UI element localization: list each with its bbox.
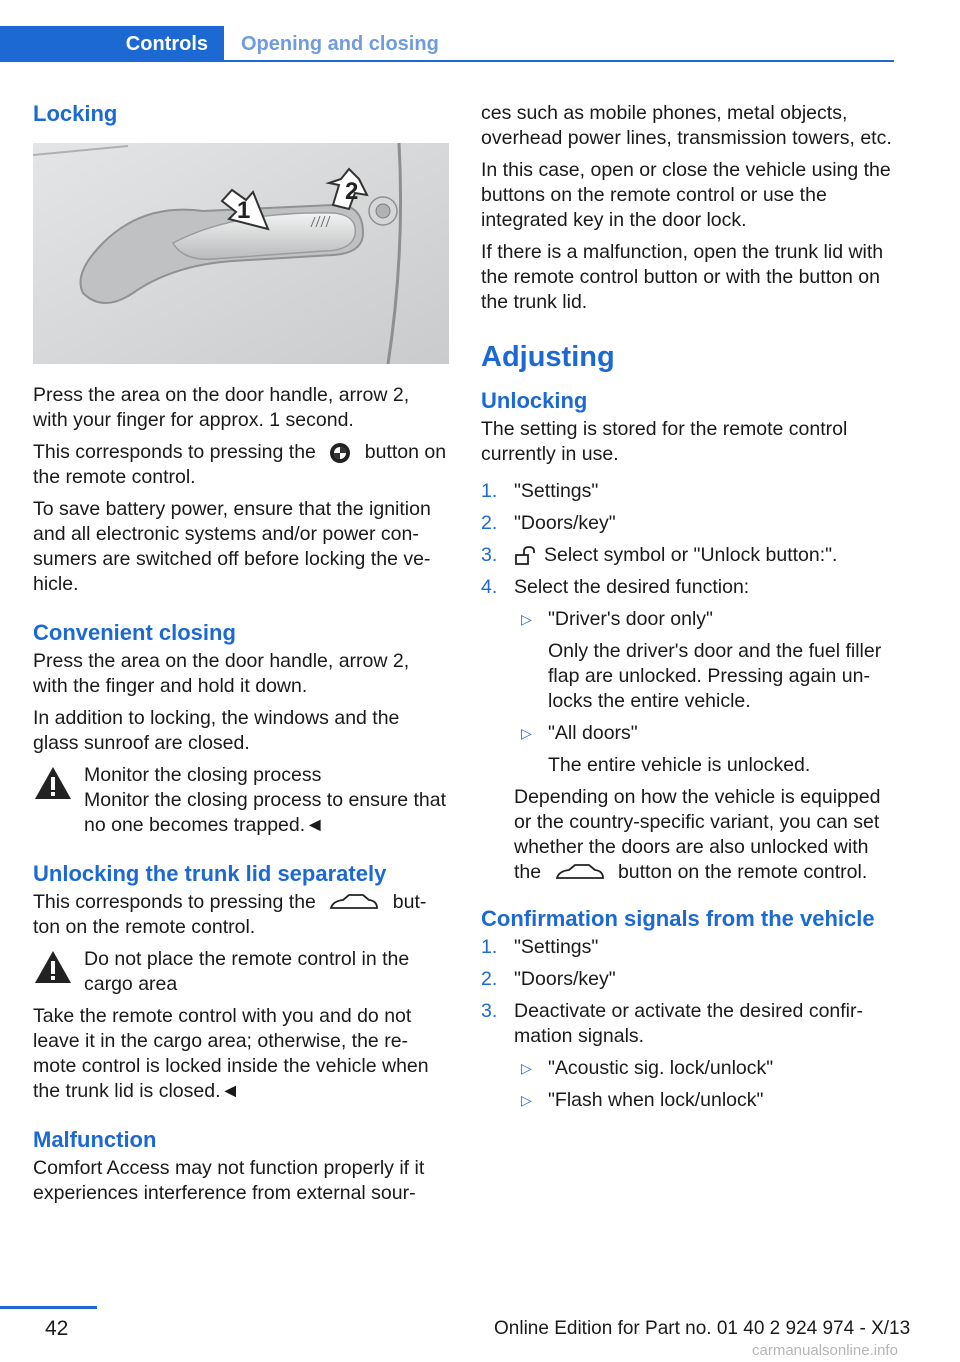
function-options bbox=[514, 607, 899, 778]
text-fragment: This corresponds to pressing the bbox=[33, 891, 316, 913]
triangle-bullet-icon: ▷ bbox=[521, 611, 532, 627]
list-item bbox=[481, 935, 899, 960]
right-column bbox=[481, 101, 899, 1120]
paragraph: To save battery power, ensure that the ignition and all electronic systems and/or power con-sumers are switched off before locking the ve-hicle. bbox=[33, 498, 431, 595]
paragraph bbox=[33, 890, 449, 940]
list-item bbox=[481, 967, 899, 992]
step-text: Select the desired function: bbox=[514, 576, 750, 598]
paragraph: In addition to locking, the windows and the glass sunroof are closed. bbox=[33, 707, 400, 754]
warning-note bbox=[33, 947, 449, 997]
option-title: "Driver's door only" bbox=[548, 608, 713, 630]
adjusting-heading: Adjusting bbox=[481, 341, 615, 373]
page-number: 42 bbox=[45, 1317, 69, 1340]
footer-rule bbox=[0, 1306, 97, 1309]
confirmation-steps bbox=[481, 935, 899, 1113]
edition-text: Online Edition for Part no. 01 40 2 924 974 - X/13 bbox=[494, 1318, 911, 1339]
malfunction-heading: Malfunction bbox=[33, 1127, 157, 1152]
paragraph: Comfort Access may not function properly if it experiences interference from external sour- bbox=[33, 1157, 425, 1204]
watermark: carmanualsonline.info bbox=[752, 1342, 898, 1359]
paragraph bbox=[514, 785, 899, 885]
list-item bbox=[481, 511, 899, 536]
step-number: 2. bbox=[481, 512, 498, 534]
step-text: "Doors/key" bbox=[514, 512, 616, 534]
photo-label-1: 1 bbox=[237, 197, 251, 224]
paragraph: The setting is stored for the remote control currently in use. bbox=[481, 418, 848, 465]
confirmation-signals-heading: Confirmation signals from the vehicle bbox=[481, 906, 875, 931]
paragraph: In this case, open or close the vehicle using the buttons on the remote control or use the integrated key in the door lock. bbox=[481, 159, 891, 231]
section-tab: Controls bbox=[0, 26, 224, 62]
option-text: The entire vehicle is unlocked. bbox=[548, 754, 811, 776]
paragraph: Press the area on the door handle, arrow 2, with the finger and hold it down. bbox=[33, 650, 410, 697]
locking-heading: Locking bbox=[33, 101, 118, 126]
list-item bbox=[514, 607, 899, 714]
bmw-logo-icon bbox=[329, 442, 351, 464]
step-text: "Doors/key" bbox=[514, 968, 616, 990]
step-number: 1. bbox=[481, 480, 498, 502]
paragraph: ces such as mobile phones, metal objects, overhead power lines, transmission towers, etc. bbox=[481, 102, 892, 149]
list-item bbox=[481, 543, 899, 568]
option-title: "Acoustic sig. lock/unlock" bbox=[548, 1057, 774, 1079]
warning-title: Monitor the closing process bbox=[84, 764, 322, 786]
signal-options bbox=[514, 1056, 899, 1113]
step-text: "Settings" bbox=[514, 936, 599, 958]
triangle-bullet-icon: ▷ bbox=[521, 725, 532, 741]
warning-icon bbox=[33, 949, 73, 985]
step-text: Deactivate or activate the desired confir-mation signals. bbox=[514, 1000, 864, 1047]
unlocking-heading: Unlocking bbox=[481, 388, 588, 413]
option-title: "Flash when lock/unlock" bbox=[548, 1089, 764, 1111]
paragraph bbox=[33, 788, 449, 838]
paragraph: Press the area on the door handle, arrow 2, with your finger for approx. 1 second. bbox=[33, 384, 410, 431]
paragraph: Take the remote control with you and do not leave it in the cargo area; otherwise, the re-mote control is locked inside the vehicle when the trunk lid is closed.◄ bbox=[33, 1005, 429, 1102]
unlocking-steps bbox=[481, 479, 899, 885]
warning-text: Monitor the closing process to ensure that no one becomes trapped.◄ bbox=[84, 789, 447, 836]
photo-label-2: 2 bbox=[345, 178, 359, 205]
step-number: 3. bbox=[481, 1000, 498, 1022]
car-trunk-icon bbox=[329, 893, 379, 913]
unlocking-trunk-heading: Unlocking the trunk lid separately bbox=[33, 861, 387, 886]
warning-note bbox=[33, 763, 449, 788]
text-fragment: This corresponds to pressing the bbox=[33, 441, 316, 463]
warning-icon bbox=[33, 765, 73, 801]
step-number: 2. bbox=[481, 968, 498, 990]
step-text: Select symbol or "Unlock button:". bbox=[544, 544, 838, 566]
triangle-bullet-icon: ▷ bbox=[521, 1092, 532, 1108]
list-item bbox=[514, 721, 899, 778]
door-handle-photo bbox=[33, 143, 449, 364]
list-item bbox=[481, 479, 899, 504]
list-item bbox=[481, 999, 899, 1113]
paragraph bbox=[33, 440, 449, 490]
option-title: "All doors" bbox=[548, 722, 638, 744]
list-item bbox=[514, 1056, 899, 1081]
triangle-bullet-icon: ▷ bbox=[521, 1060, 532, 1076]
option-text: Only the driver's door and the fuel filler flap are unlocked. Pressing again un-locks the entire vehicle. bbox=[548, 640, 882, 712]
unlock-icon bbox=[514, 546, 538, 566]
list-item bbox=[514, 1088, 899, 1113]
text-fragment: button on the remote control. bbox=[33, 441, 447, 488]
text-fragment: Depending on how the vehicle is equipped or the country-specific variant, you can set whether the doors are also unlocked with the bbox=[514, 786, 881, 883]
step-number: 3. bbox=[481, 544, 498, 566]
car-trunk-icon bbox=[555, 863, 605, 883]
step-number: 1. bbox=[481, 936, 498, 958]
subsection-tab: Opening and closing bbox=[241, 32, 439, 55]
paragraph: If there is a malfunction, open the trunk lid with the remote control button or with the button on the trunk lid. bbox=[481, 241, 884, 313]
step-number: 4. bbox=[481, 576, 498, 598]
left-column bbox=[33, 100, 449, 1213]
warning-title: Do not place the remote control in the cargo area bbox=[84, 948, 410, 995]
text-fragment: but-ton on the remote control. bbox=[33, 891, 427, 938]
step-text: "Settings" bbox=[514, 480, 599, 502]
header-rule bbox=[224, 60, 894, 62]
text-fragment: button on the remote control. bbox=[617, 861, 868, 883]
page-header bbox=[0, 26, 894, 62]
convenient-closing-heading: Convenient closing bbox=[33, 620, 236, 645]
list-item bbox=[481, 575, 899, 885]
